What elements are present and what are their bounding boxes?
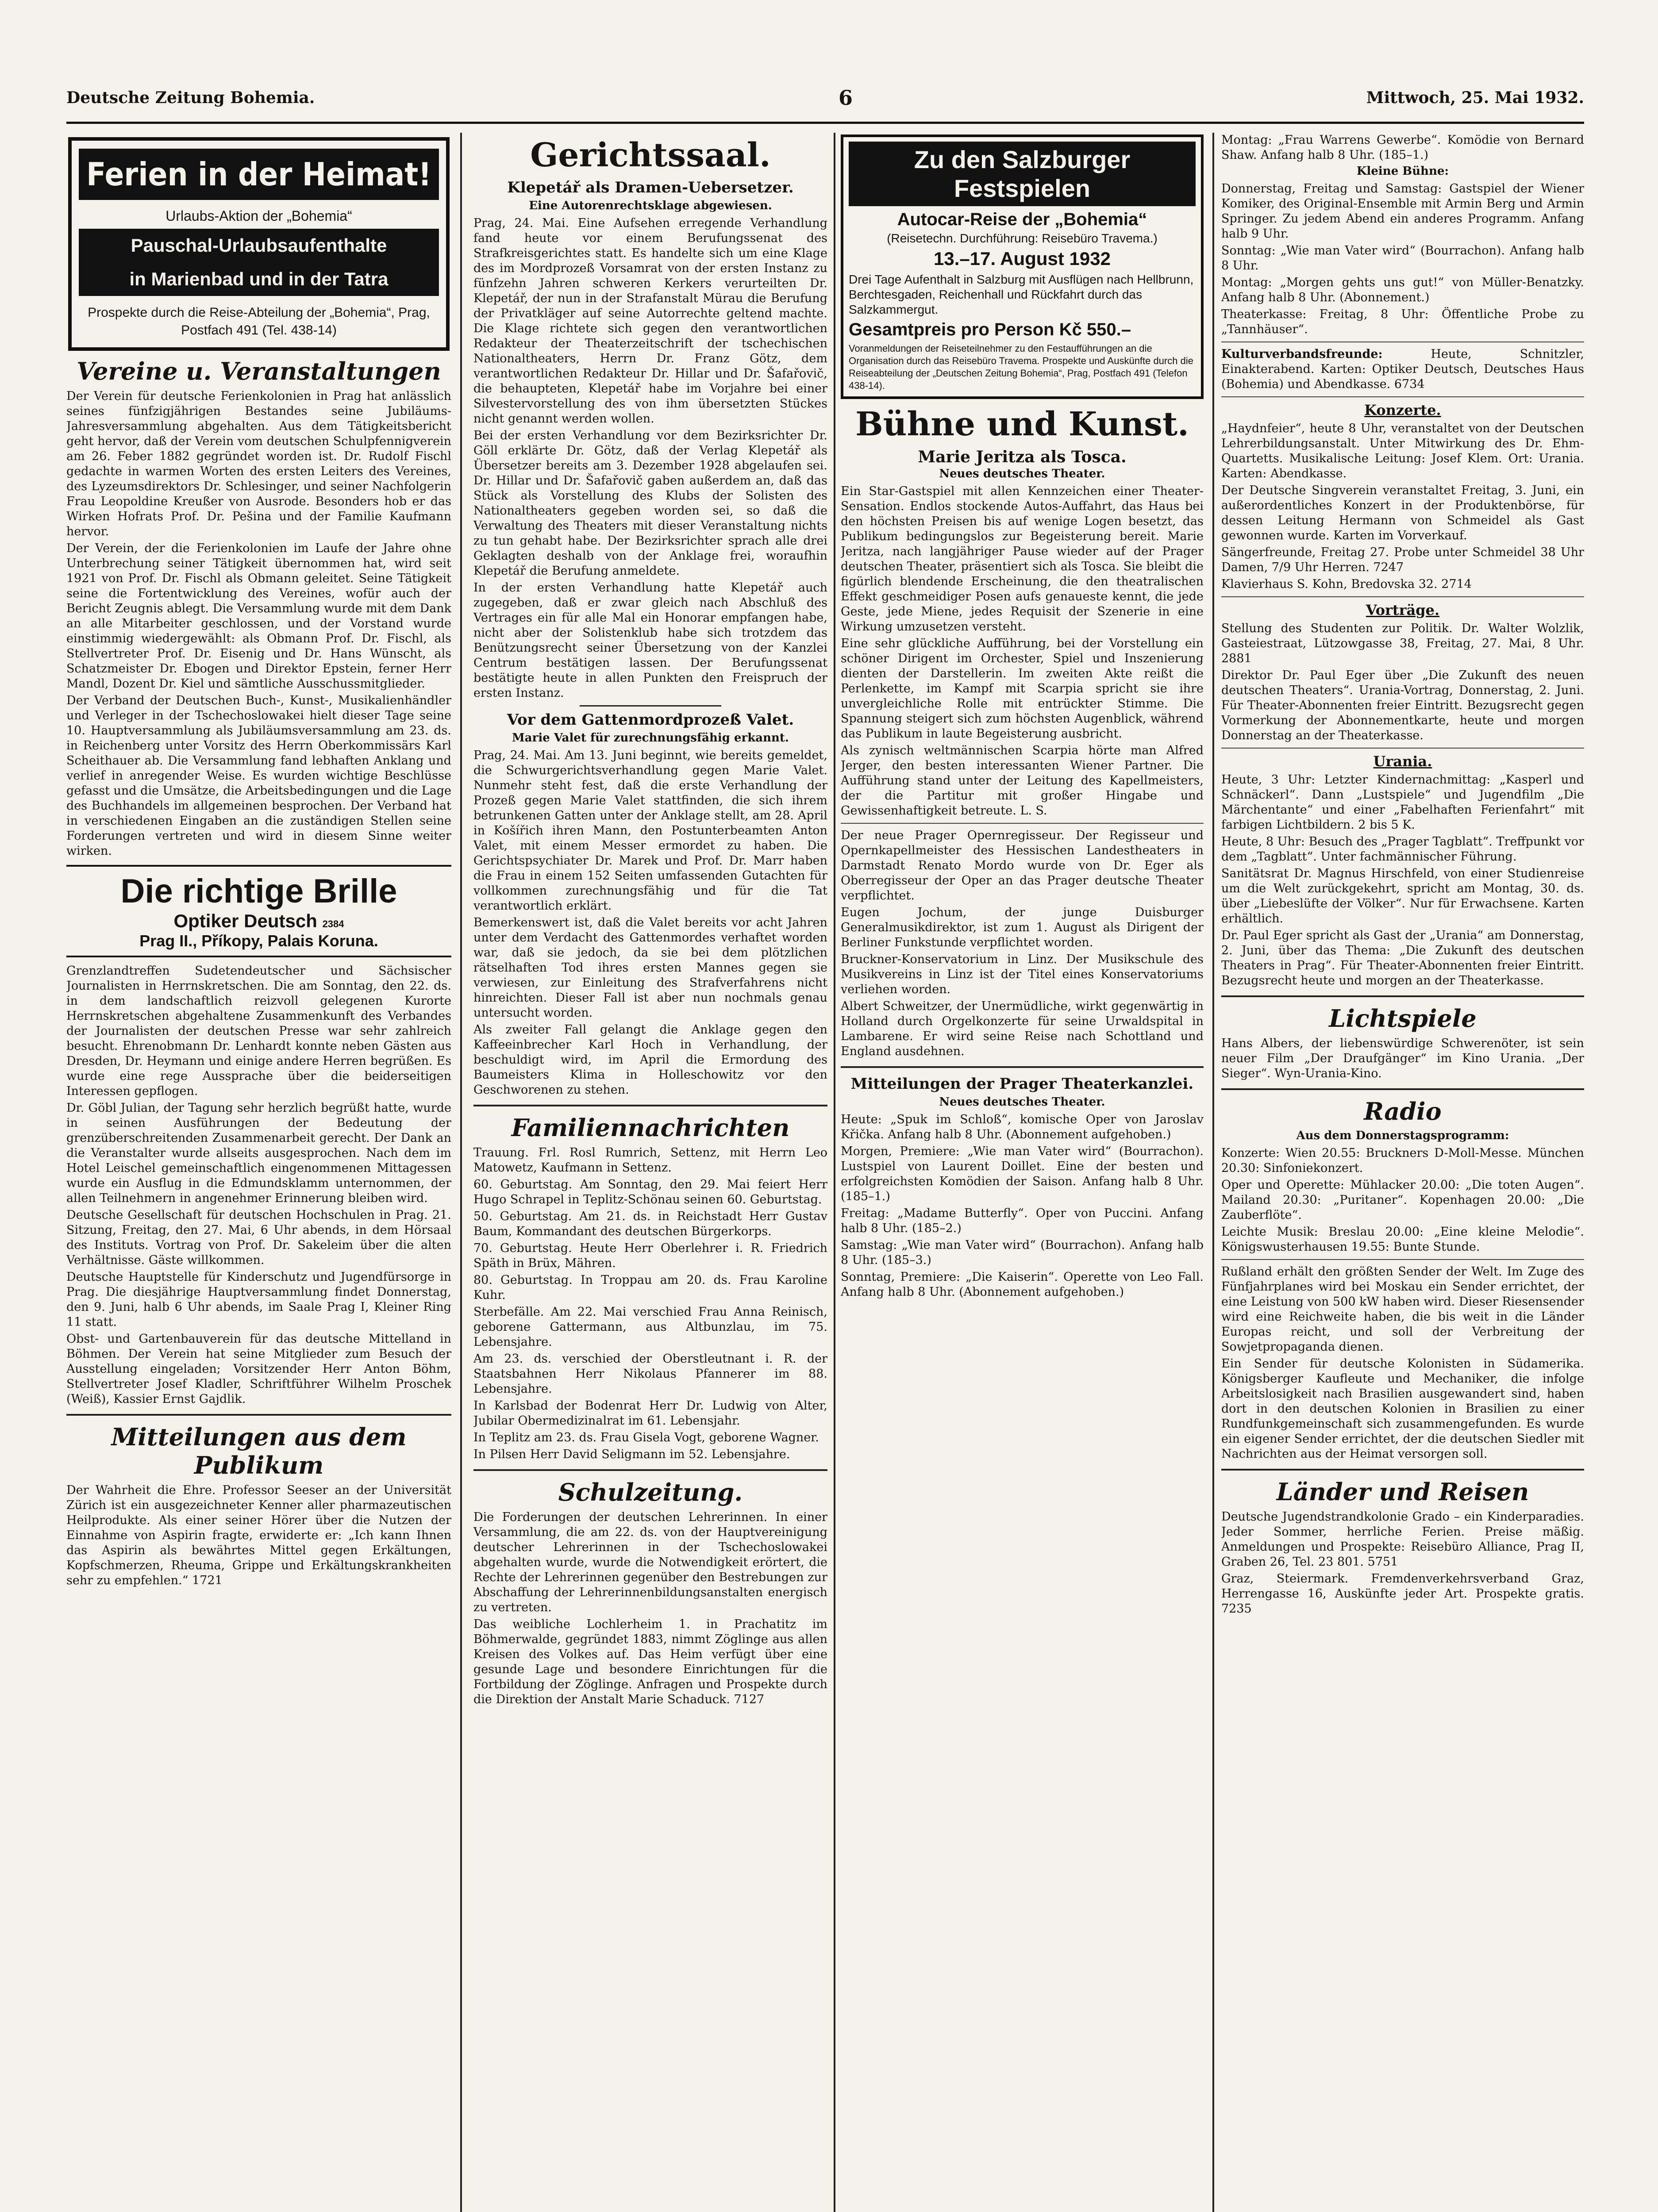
article-paragraph: In der ersten Verhandlung hatte Klepetář auch zugegeben, daß er zwar gleich nach Abschluß des Vertrages ein für alle Mal ein Honorar empfangen habe, nicht aber der Solistenklub habe sich trotzdem das Benützungsrecht seiner Übersetzung von der Kanzlei Centrum bestätigen lassen. Der Berufungssenat bestätigte heute in allen Punkten den Freispruch der ersten Instanz. [473, 581, 827, 700]
section-heading-gerichtssaal: Gerichtssaal. [530, 136, 771, 174]
section-rule [66, 1414, 451, 1416]
section-heading-familien: Familiennachrichten [511, 1114, 790, 1142]
article-paragraph: Deutsche Gesellschaft für deutschen Hochschulen in Prag. 21. Sitzung, Freitag, den 27. Mai, 6 Uhr abends, in dem Hörsaal des Instituts. Vortrag von Prof. Dr. Sakeleim über die alten Verhältnisse. Gäste willkommen. [66, 1208, 451, 1267]
salz-subtitle: Autocar-Reise der „Bohemia“ [897, 210, 1147, 229]
article-paragraph: Der neue Prager Opernregisseur. Der Regisseur und Opernkapellmeister des Hessischen Landestheaters in Darmstadt Renato Mordo wurde von Dr. Eger als Oberregisseur der Oper an das Prager deutsche Theater verpflichtet. [841, 829, 1204, 902]
column-2 [473, 133, 827, 2212]
column-rule [460, 133, 462, 2212]
article-paragraph: Deutsche Hauptstelle für Kinderschutz und Jugendfürsorge in Prag. Die diesjährige Hauptversammlung findet Donnerstag, den 9. Juni, halb 6 Uhr abends, im Saale Prag I, Kleiner Ring 11 statt. [66, 1270, 451, 1329]
article-subtitle: Neues deutsches Theater. [939, 1095, 1105, 1109]
article-paragraph: Sanitätsrat Dr. Magnus Hirschfeld, von einer Studienreise um die Welt zurückgekehrt, spricht am Montag, 30. ds. über „Liebeslüfte der Völker“. Nur für Erwachsene. Karten erhältlich. [1221, 867, 1584, 926]
divider [1221, 1259, 1584, 1260]
kultur-text: Heute, Schnitzler, Einakterabend. Karten: Optiker Deutsch, Deutsches Haus (Bohemia) und Abendkasse. 6734 [1221, 347, 1584, 391]
salz-title: Zu den Salzburger Festspielen [849, 142, 1196, 206]
salz-price: Gesamtpreis pro Person Kč 550.– [849, 320, 1131, 339]
article-paragraph: Trauung. Frl. Rosl Rumrich, Settenz, mit Herrn Leo Matowetz, Kaufmann in Settenz. [473, 1146, 827, 1175]
article-paragraph: Bemerkenswert ist, daß die Valet bereits vor acht Jahren unter dem Verdacht des Gattenmordes verhaftet worden war, daß sie jedoch, da sie bei dem plötzlichen rätselhaften Tod ihres ersten Mannes gegen sie verwiesen, zur Einleitung des Strafverfahrens nicht hinreichten. Dieser Fall ist aber nun nochmals genau untersucht worden. [473, 916, 827, 1020]
ad-block-2: in Marienbad und in der Tatra [79, 262, 439, 296]
salz-date: 13.–17. August 1932 [934, 248, 1111, 269]
brille-optiker [66, 910, 451, 932]
article-paragraph: Samstag: „Wie man Vater wird“ (Bourrachon). Anfang halb 8 Uhr. (185–3.) [841, 1238, 1204, 1267]
section-heading-radio: Radio [1364, 1097, 1442, 1125]
section-rule [473, 1469, 827, 1471]
article-paragraph: Grenzlandtreffen Sudetendeutscher und Sächsischer Journalisten in Herrnskretschen. Die am Sonntag, den 22. ds. in dem landschaftlich reizvoll gelegenen Kurorte Herrnskretschen abgehaltene Zusammenkunft des Verbandes der Journalisten der deutschen Presse war sehr zahlreich besucht. Ehrenobmann Dr. Lenhardt konnte neben Gästen aus Dresden, Dr. Heymann und einige andere Herren begrüßen. Es wurde eine rege Aussprache über die beiderseitigen Interessen gepflogen. [66, 964, 451, 1098]
article-paragraph: Am 23. ds. verschied der Oberstleutnant i. R. der Staatsbahnen Herr Nikolaus Pfannerer im 88. Lebensjahre. [473, 1352, 827, 1396]
article-paragraph: „Haydnfeier“, heute 8 Uhr, veranstaltet von der Deutschen Lehrerbildungsanstalt. Unter Mitwirkung des Dr. Ehm-Quartetts. Musikalische Leitung: Josef Klem. Ort: Urania. Karten: Abendkasse. [1221, 422, 1584, 480]
article-subtitle: Eine Autorenrechtsklage abgewiesen. [529, 199, 772, 212]
section-heading-laender: Länder und Reisen [1276, 1478, 1529, 1506]
article-paragraph: Ein Sender für deutsche Kolonisten in Südamerika. Königsberger Kaufleute und Mechaniker, die infolge Arbeitslosigkeit nach Brasilien ausgewandert sind, haben dort in den deutschen Kolonien in Brasilien zu einer Rundfunkgemeinschaft sich zusammengefunden. Es wurde ein eigener Sender errichtet, der die deutschen Siedler mit Nachrichten aus der Heimat versorgen soll. [1221, 1357, 1584, 1461]
article-paragraph: In Teplitz am 23. ds. Frau Gisela Vogt, geborene Wagner. [473, 1431, 819, 1444]
article-paragraph: In Pilsen Herr David Seligmann im 52. Lebensjahre. [473, 1448, 790, 1461]
brille-address: Prag II., Příkopy, Palais Koruna. [139, 932, 378, 950]
article-paragraph: Montag: „Frau Warrens Gewerbe“. Komödie von Bernard Shaw. Anfang halb 8 Uhr. (185–1.) [1221, 133, 1584, 162]
article-paragraph: Graz, Steiermark. Fremdenverkehrsverband Graz, Herrengasse 16, Auskünfte jeder Art. Prospekte gratis. 7235 [1221, 1572, 1584, 1616]
divider [580, 705, 721, 707]
ad-title: Ferien in der Heimat! [79, 149, 439, 200]
section-heading-buehne: Bühne und Kunst. [855, 405, 1189, 443]
article-paragraph: Hans Albers, der liebenswürdige Schwerenöter, ist sein neuer Film „Der Draufgänger“ im Kino Urania. „Der Sieger“. Wyn-Urania-Kino. [1221, 1037, 1584, 1080]
article-paragraph: Sonntag: „Wie man Vater wird“ (Bourrachon). Anfang halb 8 Uhr. [1221, 244, 1584, 273]
divider [1221, 748, 1584, 749]
article-paragraph: 60. Geburtstag. Am Sonntag, den 29. Mai feiert Herr Hugo Schrapel in Teplitz-Schönau seinen 60. Geburtstag. [473, 1178, 827, 1206]
article-paragraph: Dr. Göbl Julian, der Tagung sehr herzlich begrüßt hatte, wurde in seinen Ausführungen der Bedeutung der grenzüberschreitenden Zusammenarbeit gerecht. Der Dank an die Veranstalter wurde allseits ausgesprochen. Nach dem im Hotel Leischel gemeinschaftlich eingenommenen Mittagessen wurde ein Ausflug in die Edmundsklamm unternommen, der allen Teilnehmern in angenehmer Erinnerung bleiben wird. [66, 1101, 451, 1205]
article-paragraph: Der Wahrheit die Ehre. Professor Seeser an der Universität Zürich ist ein ausgezeichneter Kenner aller pharmazeutischen Heilprodukte. Als einer seiner Hörer über die Nutzen der Einnahme von Aspirin fragte, erwiderte er: „Ich kann Ihnen das Aspirin als bewährtes Mittel gegen Erkältungen, Kopfschmerzen, Rheuma, Grippe und Erkältungskrankheiten sehr zu empfehlen.“ 1721 [66, 1483, 451, 1587]
section-heading-konzerte: Konzerte. [1364, 402, 1441, 419]
ad-block-1: Pauschal-Urlaubsaufenthalte [79, 229, 439, 262]
article-paragraph: In Karlsbad der Bodenrat Herr Dr. Ludwig von Alter, Jubilar Obermedizinalrat im 61. Lebensjahr. [473, 1399, 827, 1428]
article-paragraph: Dr. Paul Eger spricht als Gast der „Urania“ am Donnerstag, 2. Juni, über das Thema: „Die Zukunft des deutschen Theaters in Prag“. Für Theater-Abonnenten freier Eintritt. Bezugsrecht heute und morgen an der Theaterkasse. [1221, 929, 1584, 987]
brille-optiker-name: Optiker Deutsch [173, 910, 317, 931]
header-rule [66, 122, 1584, 124]
section-rule [841, 1066, 1204, 1068]
ad-footer: Prospekte durch die Reise-Abteilung der „Bohemia“, Prag, Postfach 491 (Tel. 438-14) [88, 305, 430, 338]
column-rule [1212, 133, 1214, 2212]
article-paragraph: Sängerfreunde, Freitag 27. Probe unter Schmeidel 38 Uhr Damen, 7/9 Uhr Herren. 7247 [1221, 545, 1584, 574]
salz-organizer: (Reisetechn. Durchführung: Reisebüro Travema.) [887, 231, 1158, 245]
radio-subheading: Aus dem Donnerstagsprogramm: [1296, 1129, 1509, 1142]
article-paragraph: Sonntag, Premiere: „Die Kaiserin“. Operette von Leo Fall. Anfang halb 8 Uhr. (Abonnement aufgehoben.) [841, 1270, 1204, 1299]
section-heading-lichtspiele: Lichtspiele [1329, 1004, 1477, 1033]
article-paragraph: Der Verband der Deutschen Buch-, Kunst-, Musikalienhändler und Verleger in der Tschechoslowakei hielt dieser Tage seine 10. Hauptversammlung als Jubiläumsversammlung am 23. ds. in Reichenberg unter Vorsitz des Herrn Oberkommissärs Karl Scheithauer ab. Die Versammlung fand lebhaften Anklang und verlief in anregender Weise. Es wurden wichtige Beschlüsse gefasst und die Umsätze, die Arbeitsbedingungen und die Lage des Buchhandels im allgemeinen besprochen. Der Verband hat in verschiedenen Eingaben an die zuständigen Stellen seine Forderungen vertreten und wird in diesem Sinne weiter wirken. [66, 694, 451, 858]
article-paragraph: Freitag: „Madame Butterfly“. Oper von Puccini. Anfang halb 8 Uhr. (185–2.) [841, 1206, 1204, 1235]
column-1 [66, 133, 451, 2212]
article-title: Vor dem Gattenmordprozeß Valet. [507, 711, 794, 729]
article-subtitle: Neues deutsches Theater. [939, 467, 1105, 480]
article-paragraph: Die Forderungen der deutschen Lehrerinnen. In einer Versammlung, die am 22. ds. von der Hauptvereinigung deutscher Lehrerinnen in der Tschechoslowakei abgehalten wurde, wurde die Notwendigkeit erörtert, die Rechte der Lehrerinnen gegenüber den Bestrebungen zur Abschaffung der Lehrerinnenbildungsanstalten energisch zu vertreten. [473, 1510, 827, 1614]
issue-date: Mittwoch, 25. Mai 1932. [1366, 88, 1584, 107]
article-paragraph: 70. Geburtstag. Heute Herr Oberlehrer i. R. Friedrich Späth in Brüx, Mähren. [473, 1241, 827, 1270]
article-paragraph: Prag, 24. Mai. Eine Aufsehen erregende Verhandlung fand heute vor einem Berufungssenat des Strafkreisgerichtes statt. Es handelte sich um eine Klage des im Mordprozeß Vorsamrat von der ersten Instanz zu fünfzehn Jahren schweren Kerkers verurteilten Dr. Klepetář, der nun in der Strafanstalt Mürau die Berufung der Privatkläger auf seine Autorrechte geltend machte. Die Klage richtete sich gegen den verantwortlichen Redakteur der Theaterzeitschrift der tschechischen Nationaltheaters, Herrn Dr. Franz Götz, dem verantwortlichen Redakteur Dr. Hillar und Dr. Šafařovič, die behaupteten, Klepetář habe im Vorjahre bei einer Silvestervorstellung des von ihm übersetzten Stückes nicht genannt werden wollen. [473, 216, 827, 426]
section-heading-schulzeitung: Schulzeitung. [558, 1478, 743, 1506]
article-paragraph: Rußland erhält den größten Sender der Welt. Im Zuge des Fünfjahrplanes wird bei Moskau ein Sender errichtet, der eine Leistung von 500 kW haben wird. Dieser Riesensender wird eine Reichweite haben, die bis weit in die Länder Europas reicht, und soll der Verbreitung der Sowjetpropaganda dienen. [1221, 1265, 1584, 1354]
article-paragraph: Klavierhaus S. Kohn, Bredovska 32. 2714 [1221, 577, 1472, 591]
divider [1221, 396, 1584, 397]
article-paragraph: Morgen, Premiere: „Wie man Vater wird“ (Bourrachon). Lustspiel von Laurent Doillet. Eine der besten und erfolgreichsten Komödien der Saison. Anfang halb 8 Uhr. (185–1.) [841, 1144, 1204, 1203]
article-paragraph: Ein Star-Gastspiel mit allen Kennzeichen einer Theater-Sensation. Endlos stockende Autos-Auffahrt, das Haus bei den höchsten Preisen bis auf wenige Logen besetzt, das Publikum bedingungslos zur Begeisterung bereit. Marie Jeritza, nach langjähriger Pause wieder auf der Prager deutschen Theater, präsentiert sich als Tosca. Sie bleibt die figürlich blendende Erscheinung, die den theatralischen Effekt geschmeidiger Posen aufs genaueste kennt, die jede Geste, jede Miene, jedes Requisit der Szenerie in eine Wirkung umzusetzen versteht. [841, 484, 1204, 634]
brille-advertisement [66, 865, 451, 957]
article-paragraph: Sterbefälle. Am 22. Mai verschied Frau Anna Reinisch, geborene Gattermann, aus Altbunzlau, im 75. Lebensjahre. [473, 1305, 827, 1349]
section-heading-mitteilungen: Mitteilungen aus dem Publikum [111, 1423, 407, 1479]
article-paragraph: Theaterkasse: Freitag, 8 Uhr: Öffentliche Probe zu „Tannhäuser“. [1221, 307, 1584, 336]
radio-program-row: Oper und Operette: Mühlacker 20.00: „Die toten Augen“. Mailand 20.30: „Puritaner“. Kopenhagen 20.00: „Die Zauberflöte“. [1221, 1178, 1584, 1222]
ferien-advertisement [68, 137, 450, 351]
article-paragraph: Direktor Dr. Paul Eger über „Die Zukunft des neuen deutschen Theaters“. Urania-Vortrag, Donnerstag, 2. Juni. Für Theater-Abonnenten freier Eintritt. Bezugsrecht gegen Vormerkung der Abonnementkarte, heute und morgen Donnerstag an der Theaterkasse. [1221, 668, 1584, 742]
radio-program-row: Konzerte: Wien 20.55: Bruckners D-Moll-Messe. München 20.30: Sinfoniekonzert. [1221, 1146, 1584, 1175]
article-paragraph: Eine sehr glückliche Aufführung, bei der Vorstellung ein schöner Dirigent im Orchester, Spiel und Inszenierung dienten der Darstellerin. Im zweiten Akte reißt die Perlenkette, im Kampf mit Scarpia spricht sie ihre unvergleichliche Rolle mit entrückter Stimme. Die Spannung steigert sich zum höchsten Augenblick, während das Publikum in laute Begeisterung ausbricht. [841, 637, 1204, 741]
article-title: Marie Jeritza als Tosca. [918, 448, 1127, 466]
article-paragraph: Heute, 3 Uhr: Letzter Kindernachmittag: „Kasperl und Schnäckerl“. Dann „Lustspiele“ und Jugendfilm „Die Märchentante“ und einer „Fabelhaften Ferienfahrt“ mit farbigen Lichtbildern. 2 bis 5 K. [1221, 773, 1584, 832]
section-rule [1221, 995, 1584, 997]
kultur-label: Kulturverbandsfreunde: [1221, 347, 1383, 361]
article-paragraph: Deutsche Jugendstrandkolonie Grado – ein Kinderparadies. Jeder Sommer, herrliche Ferien. Preise mäßig. Anmeldungen und Prospekte: Reisebüro Alliance, Prag II, Graben 26, Tel. 23 801. 5751 [1221, 1510, 1584, 1569]
salz-note: Voranmeldungen der Reiseteilnehmer zu den Festaufführungen an die Organisation durch das Reisebüro Travema. Prospekte und Auskünfte durch die Reiseabteilung der „Deutschen Zeitung Bohemia“, Prag, Postfach 491 (Telefon 438-14). [849, 343, 1194, 391]
newspaper-name: Deutsche Zeitung Bohemia. [66, 88, 315, 107]
article-paragraph [1221, 347, 1584, 392]
section-rule [473, 1105, 827, 1106]
section-heading-kleine-buehne: Kleine Bühne: [1356, 165, 1449, 178]
salzburg-advertisement [841, 134, 1204, 399]
column-4 [1221, 133, 1584, 2212]
section-heading-theaterkanzlei: Mitteilungen der Prager Theaterkanzlei. [850, 1075, 1194, 1093]
article-paragraph: Eugen Jochum, der junge Duisburger Generalmusikdirektor, ist zum 1. August als Dirigent der Berliner Funkstunde verpflichtet worden. [841, 906, 1204, 949]
salz-body: Drei Tage Aufenthalt in Salzburg mit Ausflügen nach Hellbrunn, Berchtesgaden, Reichenhall und Rückfahrt durch das Salzkammergut. [849, 273, 1194, 316]
article-paragraph: Prag, 24. Mai. Am 13. Juni beginnt, wie bereits gemeldet, die Schwurgerichtsverhandlung gegen Marie Valet. Nunmehr steht fest, daß die erste Verhandlung der Prozeß gegen Marie Valet stattfinden, die sich ihrem betrunkenen Gatten unter der Anklage stellt, am 28. April in Košířich ihren Mann, den Postunterbeamten Anton Valet, mit einem Messer ermordet zu haben. Die Gerichtspsychiater Dr. Marek und Prof. Dr. Marr haben die Frau in einem 152 Seiten umfassenden Gutachten für vollkommen zurechnungsfähig und für die Tat verantwortlich erklärt. [473, 749, 827, 913]
article-paragraph: Das weibliche Lochlerheim 1. in Prachatitz im Böhmerwalde, gegründet 1883, nimmt Zöglinge aus allen Kreisen des Volkes auf. Das Heim verfügt über eine gesunde Lage und besondere Einrichtungen für die Fortbildung der Zöglinge. Anfragen und Prospekte durch die Direktion der Anstalt Marie Schaduck. 7127 [473, 1617, 827, 1706]
article-paragraph: Montag: „Morgen gehts uns gut!“ von Müller-Benatzky. Anfang halb 8 Uhr. (Abonnement.) [1221, 276, 1584, 304]
column-rule [834, 133, 835, 2212]
radio-program-row: Leichte Musik: Breslau 20.00: „Eine kleine Melodie“. Königswusterhausen 19.55: Bunte Stunde. [1221, 1225, 1584, 1254]
column-3 [841, 133, 1204, 2212]
section-heading-vortraege: Vorträge. [1366, 602, 1440, 618]
article-paragraph: Der Verein für deutsche Ferienkolonien in Prag hat anlässlich seines fünfzigjährigen Bestandes seine Jubiläums-Jahresversammlung abgehalten. Aus dem Tätigkeitsbericht geht hervor, daß der Verein vom deutschen Schulpfennigverein am 26. Feber 1882 gegründet worden ist. Dr. Rudolf Fischl gedachte in warmen Worten des ersten Leiters des Vereines, des Lyzeumsdirektors Dr. Schlesinger, und seiner Nachfolgerin Frau Leopoldine Kreußer von Ausrode. Besonders hob er das Wirken Hofrats Prof. Dr. Pešina und der Familie Kaufmann hervor. [66, 389, 451, 538]
article-paragraph: Als zweiter Fall gelangt die Anklage gegen den Kaffeeinbrecher Karl Hoch in Verhandlung, der beschuldigt wird, im April die Ermordung des Baumeisters Klima in Holleschowitz vor den Geschworenen zu stehen. [473, 1023, 827, 1097]
article-paragraph: 50. Geburtstag. Am 21. ds. in Reichstadt Herr Gustav Baum, Kommandant des deutschen Bürgerkorps. [473, 1210, 827, 1238]
article-paragraph: Als zynisch weltmännischen Scarpia hörte man Alfred Jerger, den besten interessanten Wiener Partner. Die Aufführung stand unter der Leitung des Kapellmeisters, der die Partitur mit großer Hingabe und Gewissenhaftigkeit betreute. L. S. [841, 744, 1204, 818]
article-paragraph: Heute: „Spuk im Schloß“, komische Oper von Jaroslav Křička. Anfang halb 8 Uhr. (Abonnement aufgehoben.) [841, 1113, 1204, 1141]
page-header [66, 88, 1584, 115]
brille-tel: 2384 [322, 918, 344, 929]
divider [841, 823, 1204, 824]
article-paragraph: Heute, 8 Uhr: Besuch des „Prager Tagblatt“. Treffpunkt vor dem „Tagblatt“. Unter fachmännischer Führung. [1221, 835, 1584, 864]
article-paragraph: Bei der ersten Verhandlung vor dem Bezirksrichter Dr. Göll erklärte Dr. Götz, daß der Verlag Klepetář als Übersetzer bereits am 3. Dezember 1928 abgelaufen sei. Dr. Hillar und Dr. Šafařovič gaben außerdem an, daß das Stück als Vorstellung des Klubs der Solisten des Nationaltheaters gegeben worden sei, so daß die Verwaltung des Theaters mit dieser Veranstaltung nichts zu tun gehabt habe. Der Bezirksrichter sprach alle drei Geklagten deshalb von der Anklage frei, woraufhin Klepetář die Berufung anmeldete. [473, 429, 827, 578]
article-paragraph: Albert Schweitzer, der Unermüdliche, wirkt gegenwärtig in Holland durch Orgelkonzerte für seine Urwaldspital in Lambarene. Er wird seine Reise nach Schottland und England ausdehnen. [841, 999, 1204, 1058]
brille-title: Die richtige Brille [120, 872, 397, 910]
section-heading-vereine: Vereine u. Veranstaltungen [77, 357, 441, 385]
article-subtitle: Marie Valet für zurechnungsfähig erkannt. [512, 731, 789, 745]
article-paragraph: Stellung des Studenten zur Politik. Dr. Walter Wolzlik, Gasteiestraat, Lützowgasse 38, Freitag, 27. Mai, 8 Uhr. 2881 [1221, 622, 1584, 665]
article-paragraph: 80. Geburtstag. In Troppau am 20. ds. Frau Karoline Kuhr. [473, 1273, 827, 1302]
article-paragraph: Der Deutsche Singverein veranstaltet Freitag, 3. Juni, ein außerordentliches Konzert in der Produktenbörse, für dessen Leitung Hermann von Schmeidel als Gast gewonnen wurde. Karten im Vorverkauf. [1221, 484, 1584, 542]
section-heading-urania: Urania. [1373, 753, 1432, 770]
article-paragraph: Bruckner-Konservatorium in Linz. Der Musikschule des Musikvereins in Linz ist der Titel eines Konservatoriums verliehen worden. [841, 952, 1204, 996]
section-rule [1221, 1469, 1584, 1471]
article-title: Klepetář als Dramen-Uebersetzer. [507, 179, 794, 196]
article-paragraph: Obst- und Gartenbauverein für das deutsche Mittelland in Böhmen. Der Verein hat seine Mitglieder zum Besuch der Ausstellung eingeladen; Vorsitzender Herr Anton Böhm, Stellvertreter Josef Kladler, Schriftführer Wilhelm Proschek (Weiß), Kassier Ernst Gajdlik. [66, 1332, 451, 1406]
page-number: 6 [839, 86, 853, 110]
divider [1221, 596, 1584, 597]
article-paragraph: Donnerstag, Freitag und Samstag: Gastspiel der Wiener Komiker, des Original-Ensemble mit Armin Berg und Armin Springer. Zu jedem Abend ein anderes Programm. Anfang halb 9 Uhr. [1221, 182, 1584, 241]
section-rule [1221, 1088, 1584, 1090]
ad-subtitle: Urlaubs-Aktion der „Bohemia“ [165, 208, 352, 224]
article-paragraph: Der Verein, der die Ferienkolonien im Laufe der Jahre ohne Unterbrechung seiner Tätigkeit übernommen hat, wird seit 1921 von Prof. Dr. Fischl als Obmann geleitet. Seine Tätigkeit seine die Fortentwicklung des Vereines, wofür auch der Bericht Zeugnis ablegt. Die Versammlung wurde mit dem Dank an alle Mitarbeiter geschlossen, und der Vorstand wurde einstimmig wiedergewählt: als Obmann Prof. Dr. Fischl, als Stellvertreter Prof. Dr. Eisenig und Dr. Hans Wünscht, als Schatzmeister Dr. Ebogen und Direktor Epstein, ferner Herr Mandl, Dozent Dr. Kiel und sämtliche Ausschussmitglieder. [66, 541, 451, 691]
